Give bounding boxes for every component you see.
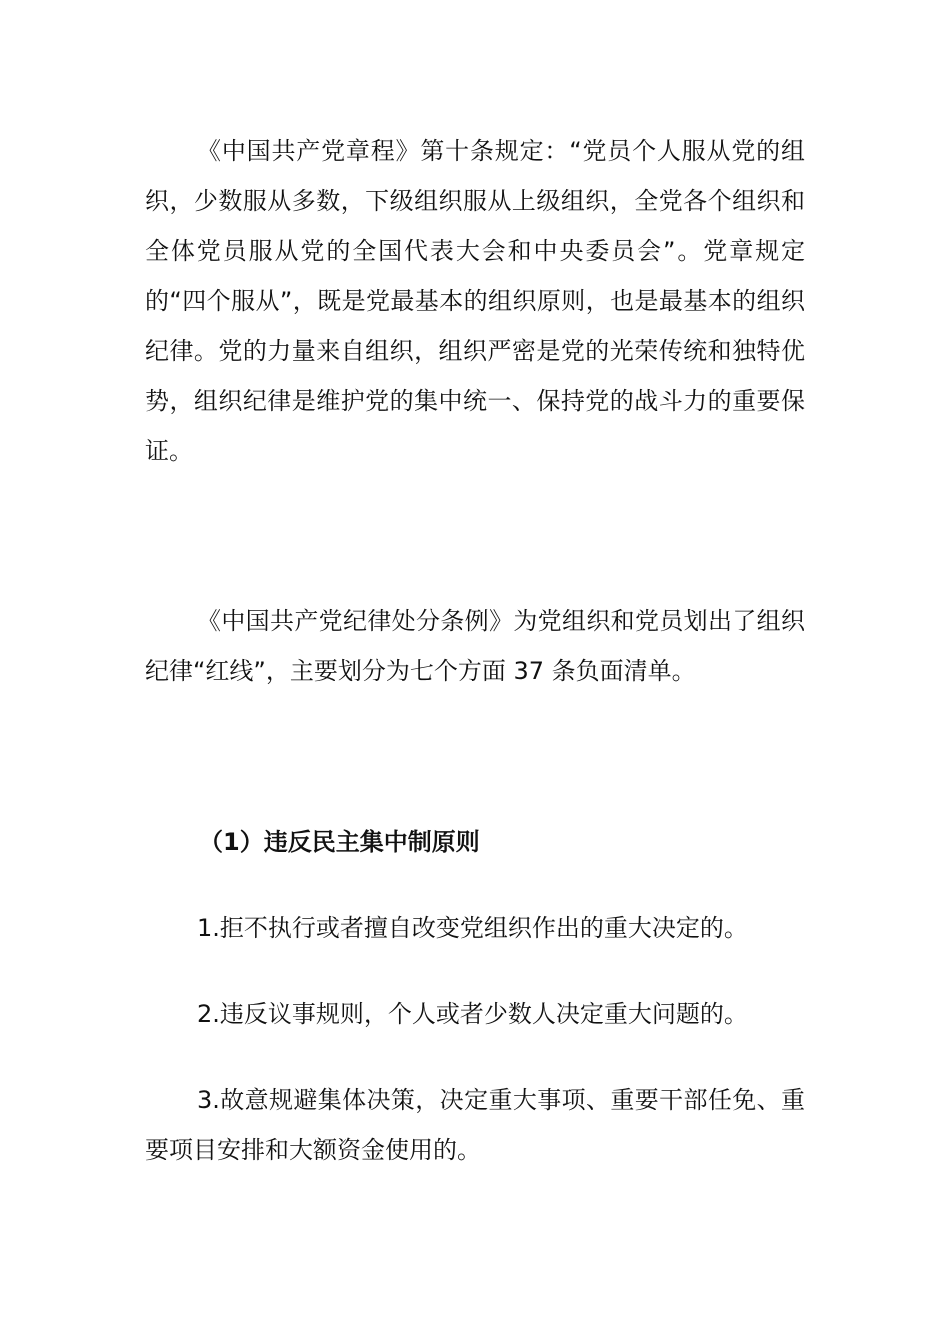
regulation-paragraph: 《中国共产党纪律处分条例》为党组织和党员划出了组织纪律“红线”，主要划分为七个方面 37 条负面清单。 [145, 607, 805, 685]
list-item: 2.违反议事规则，个人或者少数人决定重大问题的。 [197, 1000, 748, 1028]
list-item: 3.故意规避集体决策，决定重大事项、重要干部任免、重要项目安排和大额资金使用的。 [145, 1086, 805, 1164]
intro-paragraph: 《中国共产党章程》第十条规定：“党员个人服从党的组织，少数服从多数，下级组织服从上级组织，全党各个组织和全体党员服从党的全国代表大会和中央委员会”。党章规定的“四个服从”，既是党最基本的组织原则，也是最基本的组织纪律。党的力量来自组织，组织严密是党的光荣传统和独特优势，组织纪律是维护党的集中统一、保持党的战斗力的重要保证。 [145, 137, 805, 465]
section-heading: （1）违反民主集中制原则 [199, 828, 480, 856]
list-item: 1.拒不执行或者擅自改变党组织作出的重大决定的。 [197, 914, 748, 942]
